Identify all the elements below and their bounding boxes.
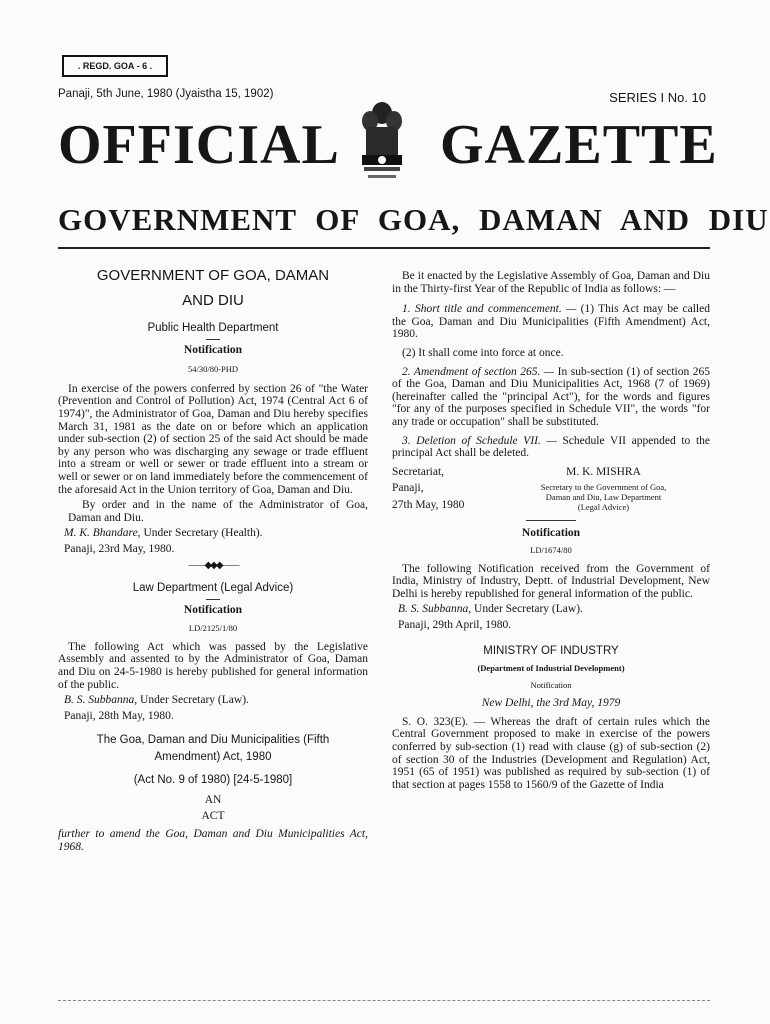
- secretary-name: M. K. MISHRA: [566, 465, 641, 478]
- masthead-title-right: GAZETTE: [440, 114, 718, 176]
- section-heading: 2. Amendment of section 265. —: [402, 365, 555, 378]
- section-body: (2) It shall come into force at once.: [402, 346, 564, 359]
- notification-title: Notification: [521, 527, 581, 540]
- notification-title: Notification: [183, 343, 243, 356]
- act-number: (Act No. 9 of 1980) [24-5-1980]: [133, 774, 293, 787]
- secretary-designation: Daman and Diu, Law Department: [545, 492, 662, 503]
- dateline-delhi: New Delhi, the 3rd May, 1979: [481, 697, 621, 710]
- secretary-designation: Secretary to the Government of Goa,: [540, 482, 667, 493]
- notification-paragraph: The following Act which was passed by the Legislative Assembly and assented to by the Administrator of Goa, Daman and Diu on 24-5-1980 is hereby published for general information of the public.: [58, 640, 368, 691]
- ornament-divider: ——◆◆◆——: [188, 559, 238, 571]
- divider: [526, 520, 576, 521]
- place-date: Panaji, 23rd May, 1980.: [64, 542, 175, 555]
- place-date: Panaji, 28th May, 1980.: [64, 709, 174, 722]
- signatory-designation: Under Secretary (Health).: [143, 527, 263, 540]
- notification-number: LD/1674/80: [530, 544, 572, 555]
- left-heading: GOVERNMENT OF GOA, DAMAN: [96, 267, 330, 284]
- notification-paragraph: The following Notification received from the Government of India, Ministry of Industry, Deptt. of Industrial Development, New Delhi is hereby republished for general information of the public.: [392, 562, 710, 600]
- left-heading-2: AND DIU: [182, 292, 244, 309]
- divider: [206, 339, 220, 340]
- signatory-name: B. S. Subbanna,: [64, 694, 138, 707]
- section-heading: 3. Deletion of Schedule VII. —: [402, 434, 557, 447]
- secretariat-place: Panaji,: [392, 482, 424, 495]
- so-paragraph: S. O. 323(E). — Whereas the draft of certain rules which the Central Government proposed to make in exercise of the powers conferred by sub-section (1) read with clause (g) of sub-section (2) of section 30 of the Industries (Development and Regulation) Act, 1951 (65 of 1951) was published as required by sub-section (1) of that section at pages 1558 to 1560/9 of the Gazette of India: [392, 715, 710, 791]
- secretariat-label: Secretariat,: [392, 465, 445, 478]
- act-an: AN: [204, 794, 222, 807]
- right-column: [392, 270, 710, 791]
- issue-dateline: Panaji, 5th June, 1980 (Jyaistha 15, 1902): [58, 88, 274, 100]
- ministry-heading: MINISTRY OF INDUSTRY: [483, 645, 619, 658]
- secretariat-signature-block: [392, 466, 710, 513]
- notification-title: Notification: [183, 603, 243, 616]
- dept-health: Public Health Department: [147, 322, 279, 334]
- registration-box: . REGD. GOA - 6 .: [62, 55, 168, 77]
- masthead-title-left: OFFICIAL: [58, 114, 340, 176]
- act-purpose: further to amend the Goa, Daman and Diu Municipalities Act, 1968.: [58, 828, 368, 853]
- section-body: Schedule VII appended to the principal Act shall be deleted.: [392, 434, 710, 460]
- department-heading: (Department of Industrial Development): [477, 663, 625, 674]
- bottom-rule: [58, 1000, 710, 1001]
- signatory-name: B. S. Subbanna,: [398, 603, 472, 616]
- notification-title: Notification: [530, 679, 572, 690]
- act-act: ACT: [201, 809, 225, 822]
- divider: [206, 599, 220, 600]
- section-body: In sub-section (1) of section 265 of the Goa, Daman and Diu Municipalities Act, 1968 (7 of 1969) (hereinafter called the "principal Act"), for the words and figures "for any of the purposes specified in Schedule VII", the words "for any trade or occupation" shall be substituted.: [392, 365, 710, 428]
- signatory-designation: Under Secretary (Law).: [140, 694, 249, 707]
- notification-paragraph: In exercise of the powers conferred by section 26 of "the Water (Prevention and Control of Pollution) Act, 1974 (Central Act 6 of 1974)", the Administrator of Goa, Daman and Diu hereby specifies March 31, 1981 as the date on or before which an application under sub-section (2) of section 25 of the said Act should be made by any person who was discharging any sewage or trade effluent into a stream or well or sewer or trade effluent into a stream or well or sewer or on land immediately before the commencement of the aforesaid Act in the Union territory of Goa, Daman and Diu.: [58, 382, 368, 496]
- state-emblem-icon: [352, 97, 412, 189]
- place-date: Panaji, 29th April, 1980.: [398, 618, 512, 631]
- notification-number: LD/2125/1/80: [188, 623, 238, 634]
- enactment-clause: Be it enacted by the Legislative Assembly of Goa, Daman and Diu in the Thirty-first Year of the Republic of India as follows: —: [392, 270, 710, 295]
- left-column: [58, 266, 368, 853]
- signatory-name: M. K. Bhandare,: [64, 527, 141, 540]
- dept-law: Law Department (Legal Advice): [132, 582, 294, 595]
- masthead-rule: [58, 247, 710, 249]
- section-heading: 1. Short title and commencement. —: [402, 303, 577, 316]
- signatory-designation: Under Secretary (Law).: [474, 603, 583, 616]
- series-number: SERIES I No. 10: [609, 90, 706, 105]
- secretary-designation: (Legal Advice): [577, 502, 630, 513]
- government-banner: GOVERNMENT OF GOA, DAMAN AND DIU: [58, 202, 769, 237]
- act-title: The Goa, Daman and Diu Municipalities (Fifth Amendment) Act, 1980: [96, 734, 330, 764]
- order-line: By order and in the name of the Administrator of Goa, Daman and Diu.: [68, 499, 368, 524]
- secretariat-date: 27th May, 1980: [392, 498, 465, 511]
- notification-number: 54/30/80-PHD: [187, 364, 239, 375]
- section-body: (1) This Act may be called the Goa, Daman and Diu Municipalities (Fifth Amendment) Act, 1980.: [392, 303, 710, 341]
